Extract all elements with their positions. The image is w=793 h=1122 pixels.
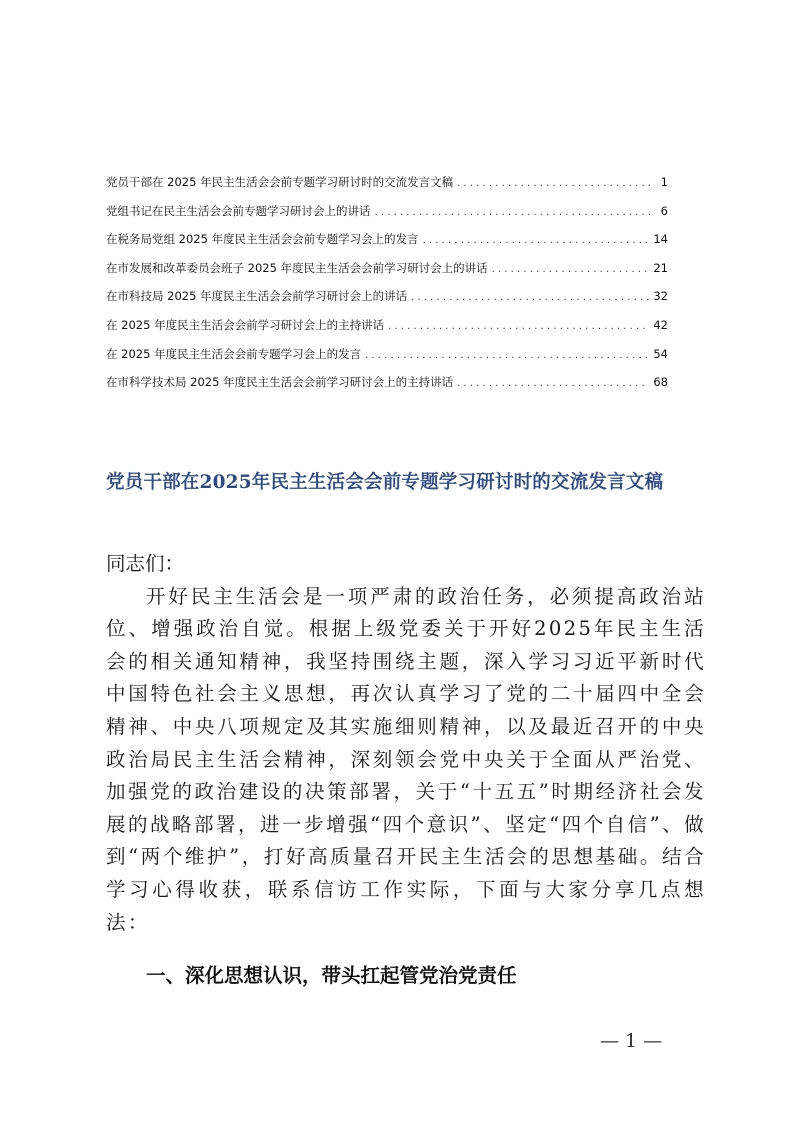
toc-entry[interactable] — [106, 288, 668, 317]
document-body — [106, 548, 706, 939]
page-number: — 1 — — [600, 1030, 663, 1052]
toc-leader-dots — [492, 264, 650, 275]
toc-leader-dots — [365, 350, 649, 361]
toc-entry-page: 6 — [660, 203, 668, 218]
toc-entry-page: 14 — [653, 232, 668, 247]
toc-entry[interactable] — [106, 317, 668, 346]
toc-leader-dots — [375, 207, 651, 218]
toc-entry-page: 21 — [653, 260, 668, 275]
document-title: 党员干部在2025年民主生活会会前专题学习研讨时的交流发言文稿 — [106, 472, 664, 493]
toc-entry-title: 在 2025 年度民主生活会会前学习研讨会上的主持讲话 — [106, 317, 385, 332]
toc-leader-dots — [423, 235, 650, 246]
toc-leader-dots — [457, 378, 649, 389]
toc-entry[interactable] — [106, 374, 668, 403]
toc-entry-page: 1 — [660, 175, 668, 189]
toc-leader-dots — [411, 292, 649, 303]
toc-entry-title: 党组书记在民主生活会会前专题学习研讨会上的讲话 — [106, 203, 371, 218]
toc-leader-dots — [388, 321, 649, 332]
toc-entry-page: 68 — [653, 375, 668, 390]
toc-entry-title: 在市科技局 2025 年度民主生活会会前学习研讨会上的讲话 — [106, 289, 408, 304]
toc-entry[interactable] — [106, 346, 668, 375]
toc-entry-page: 54 — [653, 346, 668, 361]
toc-entry-title: 党员干部在 2025 年民主生活会会前专题学习研讨时的交流发言文稿 — [106, 175, 454, 189]
section-heading: 一、深化思想认识，带头扛起管党治党责任 — [146, 964, 517, 987]
toc-entry[interactable] — [106, 260, 668, 289]
toc-entry[interactable] — [106, 231, 668, 260]
salutation: 同志们： — [106, 552, 185, 575]
table-of-contents — [106, 174, 668, 403]
toc-entry-title: 在市发展和改革委员会班子 2025 年度民主生活会会前学习研讨会上的讲话 — [106, 260, 488, 275]
toc-entry-title: 在税务局党组 2025 年度民主生活会会前专题学习会上的发言 — [106, 232, 419, 247]
toc-entry-title: 在市科学技术局 2025 年度民主生活会会前学习研讨会上的主持讲话 — [106, 375, 454, 390]
toc-entry[interactable] — [106, 203, 668, 232]
toc-entry-page: 32 — [653, 289, 668, 304]
toc-entry-title: 在 2025 年度民主生活会会前专题学习会上的发言 — [106, 346, 362, 361]
toc-entry[interactable] — [106, 174, 668, 203]
toc-entry-page: 42 — [653, 317, 668, 332]
body-paragraph: 开好民主生活会是一项严肃的政治任务，必须提高政治站位、增强政治自觉。根据上级党委关于开好2025年民主生活会的相关通知精神，我坚持围绕主题，深入学习习近平新时代中国特色社会主义思想，再次认真学习了党的二十届四中全会精神、中央八项规定及其实施细则精神，以及最近召开的中央政治局民主生活会精神，深刻领会党中央关于全面从严治党、加强党的政治建设的决策部署，关于“十五五”时期经济社会发展的战略部署，进一步增强“四个意识”、坚定“四个自信”、做到“两个维护”，打好高质量召开民主生活会的思想基础。结合学习心得收获，联系信访工作实际，下面与大家分享几点想法： — [106, 584, 706, 934]
toc-leader-dots — [457, 178, 650, 189]
